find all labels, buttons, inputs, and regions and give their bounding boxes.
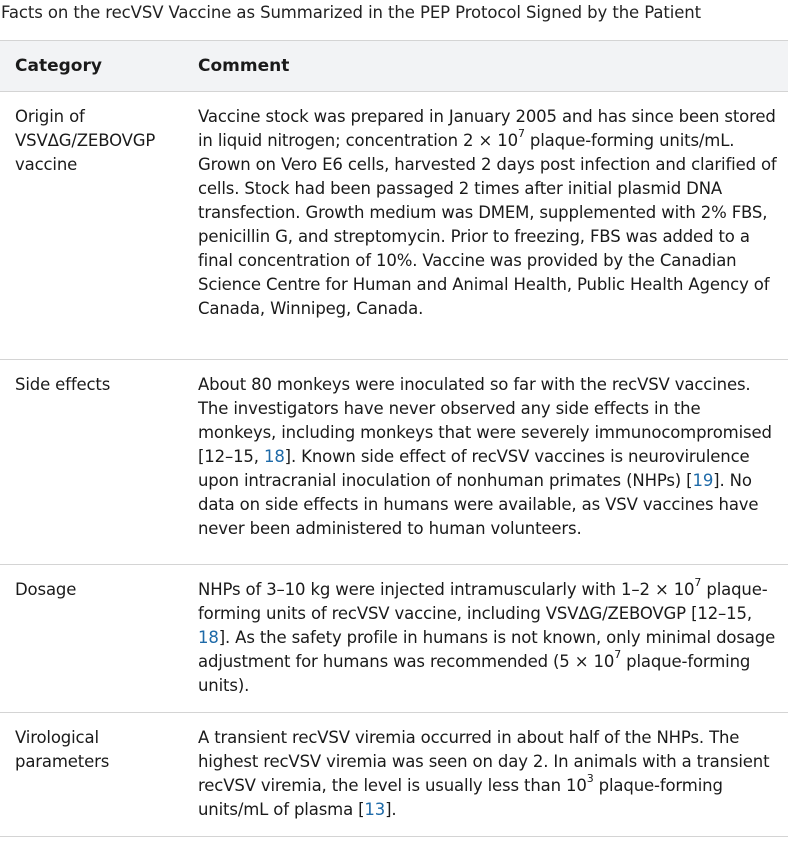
reference-link[interactable]: 18 <box>263 447 285 466</box>
category-cell: Origin of VSVΔG/ZEBOVGP vaccine <box>0 92 183 360</box>
comment-text: plaque-forming units). <box>198 652 751 695</box>
comment-cell <box>183 360 788 565</box>
category-cell: Virological parameters <box>0 713 183 837</box>
comment-text: Vaccine stock was prepared in January 2005 and has since been stored in liquid nitrogen; concentration 2 × 10 <box>198 107 776 150</box>
table-row <box>0 713 788 837</box>
column-header-category: Category <box>0 41 183 92</box>
table-row <box>0 92 788 360</box>
reference-link[interactable]: 13 <box>364 800 386 819</box>
comment-cell <box>183 713 788 837</box>
reference-link[interactable]: 19 <box>692 471 714 490</box>
comment-text: plaque-forming units/mL of plasma [ <box>198 776 723 819</box>
comment-text: About 80 monkeys were inoculated so far with the recVSV vaccines. The investigators have never observed any side effects in the monkeys, including monkeys that were severely immunocompromised [12–15, <box>198 375 772 466</box>
comment-cell <box>183 565 788 713</box>
exponent: 7 <box>614 648 622 661</box>
comment-text: plaque-forming units/mL. Grown on Vero E6 cells, harvested 2 days post infection and clarified of cells. Stock had been passaged 2 times after initial plasmid DNA transfection. Growth medium was DMEM, supplemented with 2% FBS, penicillin G, and streptomycin. Prior to freezing, FBS was added to a final concentration of 10%. Vaccine was provided by the Canadian Science Centre for Human and Animal Health, Public Health Agency of Canada, Winnipeg, Canada. <box>198 131 777 318</box>
table-caption: Facts on the recVSV Vaccine as Summarized in the PEP Protocol Signed by the Patient <box>1 3 702 22</box>
facts-table <box>0 40 788 837</box>
column-header-comment: Comment <box>183 41 788 92</box>
comment-text: ]. Known side effect of recVSV vaccines is neurovirulence upon intracranial inoculation of nonhuman primates (NHPs) [ <box>198 447 750 490</box>
reference-link[interactable]: 18 <box>198 628 219 647</box>
category-cell: Side effects <box>0 360 183 565</box>
table-row <box>0 360 788 565</box>
category-cell: Dosage <box>0 565 183 713</box>
exponent: 7 <box>517 127 525 140</box>
comment-text: NHPs of 3–10 kg were injected intramuscularly with 1–2 × 10 <box>198 580 695 599</box>
table-header-row <box>0 41 788 92</box>
table-row <box>0 565 788 713</box>
comment-text: ]. <box>385 800 397 819</box>
comment-text: ]. As the safety profile in humans is not known, only minimal dosage adjustment for humans was recommended (5 × 10 <box>198 628 776 671</box>
comment-cell <box>183 92 788 360</box>
comment-text: plaque-forming units of recVSV vaccine, including VSVΔG/ZEBOVGP [12–15, <box>198 580 768 623</box>
exponent: 3 <box>586 772 594 785</box>
comment-text: A transient recVSV viremia occurred in about half of the NHPs. The highest recVSV viremia was seen on day 2. In animals with a transient recVSV viremia, the level is usually less than 10 <box>198 728 770 795</box>
exponent: 7 <box>694 576 702 589</box>
comment-text: ]. No data on side effects in humans were available, as VSV vaccines have never been administered to human volunteers. <box>198 471 759 538</box>
